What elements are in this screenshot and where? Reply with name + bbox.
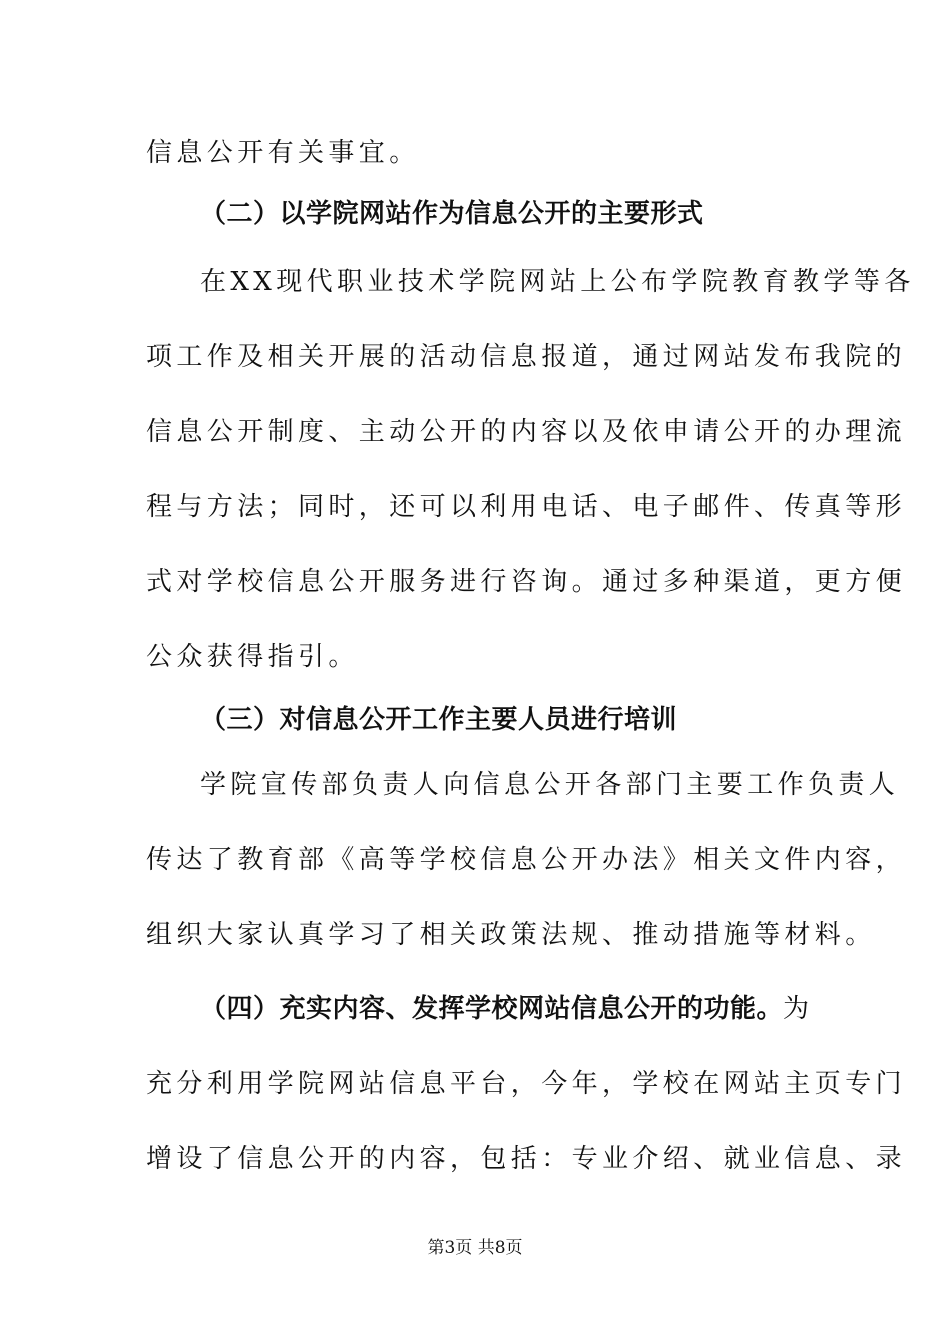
paragraph-line: 信息公开有关事宜。: [146, 138, 420, 168]
paragraph-line: 信息公开制度、主动公开的内容以及依申请公开的办理流: [146, 417, 907, 447]
section-heading-4: （四）充实内容、发挥学校网站信息公开的功能。: [200, 994, 784, 1024]
paragraph-line: 在XX现代职业技术学院网站上公布学院教育教学等各: [200, 267, 915, 297]
paragraph-line: 组织大家认真学习了相关政策法规、推动措施等材料。: [146, 920, 876, 950]
paragraph-line: 项工作及相关开展的活动信息报道，通过网站发布我院的: [146, 342, 907, 372]
page-number-footer: 第3页 共8页: [427, 1238, 523, 1258]
section-heading-4-line: [200, 992, 814, 1026]
paragraph-line: 程与方法；同时，还可以利用电话、电子邮件、传真等形: [146, 492, 907, 522]
section-heading-2: （二）以学院网站作为信息公开的主要形式: [200, 199, 704, 229]
paragraph-text: 为: [783, 994, 814, 1024]
paragraph-line: 充分利用学院网站信息平台，今年，学校在网站主页专门: [146, 1069, 907, 1099]
section-heading-3: （三）对信息公开工作主要人员进行培训: [200, 705, 678, 735]
paragraph-line: 公众获得指引。: [146, 642, 359, 672]
paragraph-line: 增设了信息公开的内容，包括：专业介绍、就业信息、录: [146, 1144, 907, 1174]
paragraph-line: 式对学校信息公开服务进行咨询。通过多种渠道，更方便: [146, 567, 907, 597]
paragraph-line: 传达了教育部《高等学校信息公开办法》相关文件内容，: [146, 845, 907, 875]
paragraph-line: 学院宣传部负责人向信息公开各部门主要工作负责人: [200, 770, 900, 800]
